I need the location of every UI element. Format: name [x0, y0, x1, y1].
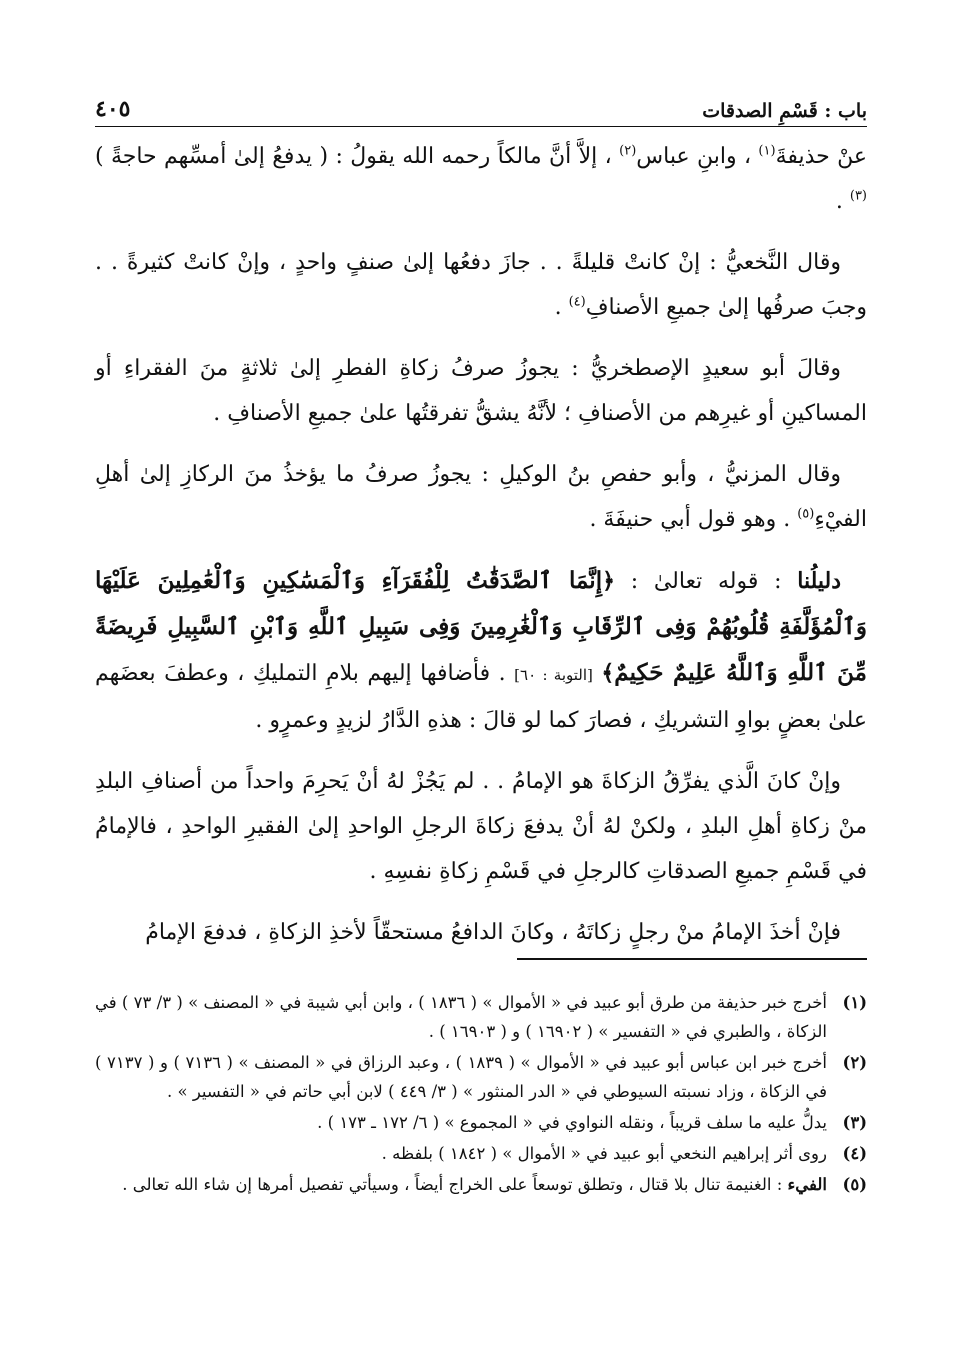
footnote-3 — [95, 1108, 867, 1137]
quran-verse: إِنَّمَا ٱلصَّدَقَٰتُ لِلْفُقَرَآءِ وَٱلْمَسَٰكِينِ وَٱلْعَٰمِلِينَ عَلَيْهَا وَٱلْمُؤَلَّفَةِ قُلُوبُهُمْ وَفِى ٱلرِّقَابِ وَٱلْغَٰرِمِينَ وَفِى سَبِيلِ ٱللَّهِ وَٱبْنِ ٱلسَّبِيلِ فَرِيضَةً مِّنَ ٱللَّهِ وَٱللَّهُ عَلِيمٌ حَكِيمٌ — [95, 567, 867, 686]
paragraph-5: دليلُنا : قوله تعالىٰ : ﴿إِنَّمَا ٱلصَّدَقَٰتُ لِلْفُقَرَآءِ وَٱلْمَسَٰكِينِ وَٱلْعَٰمِلِينَ عَلَيْهَا وَٱلْمُؤَلَّفَةِ قُلُوبُهُمْ وَفِى ٱلرِّقَابِ وَٱلْغَٰرِمِينَ وَفِى سَبِيلِ ٱللَّهِ وَٱبْنِ ٱلسَّبِيلِ فَرِيضَةً مِّنَ ٱللَّهِ وَٱللَّهُ عَلِيمٌ حَكِيمٌ﴾ [التوبة : ٦٠] . فأضافها إليهم بلامِ التمليكِ ، وعطفَ بعضَهم علىٰ بعضٍ بواوِ التشريكِ ، فصارَ كما لو قالَ : هذهِ الدَّارُ لزيدٍ وعمرٍو . — [95, 567, 867, 733]
main-text — [95, 134, 867, 971]
footnote-number: (٥) — [842, 1175, 867, 1194]
paragraph-3: وقالَ أبو سعيدٍ الإصطخريُّ : يجوزُ صرفُ زكاةِ الفطرِ إلىٰ ثلاثةٍ منَ الفقراءِ أو المساكينِ أو غيرِهم من الأصنافِ ؛ لأنَّهُ يشقُّ تفرقتُها علىٰ جميعِ الأصنافِ . — [95, 356, 867, 426]
footnote-text: يدلُّ عليه ما سلف قريباً ، ونقله النواوي في « المجموع » ( ٦/ ١٧٢ ـ ١٧٣ ) . — [317, 1113, 827, 1132]
running-title: باب : قَسْمِ الصدقات — [702, 100, 867, 122]
footnote-text: روى أثر إبراهيم النخعي أبو عبيد في « الأموال » ( ١٨٤٢ ) بلفظه . — [381, 1144, 827, 1163]
footnote-ref-4[interactable]: (٤) — [568, 294, 586, 310]
lead-word: دليلُنا — [797, 568, 841, 594]
footnote-ref-1[interactable]: (١) — [758, 143, 776, 159]
footnote-number: (٣) — [842, 1113, 867, 1132]
quran-close-brace: ﴾ — [601, 660, 615, 686]
footnote-2 — [95, 1048, 867, 1106]
paragraph-7: فإنْ أخذَ الإمامُ منْ رجلٍ زكاتَهُ ، وكانَ الدافعُ مستحقّاً لأخذِ الزكاةِ ، فدفعَ الإمامُ — [145, 920, 841, 945]
verse-reference: [التوبة : ٦٠] — [514, 666, 593, 684]
footnote-4 — [95, 1139, 867, 1168]
footnote-text: أخرج خبر حذيفة من طرق أبو عبيد في « الأموال » ( ١٨٣٦ ) ، وابن أبي شيبة في « المصنف » ( ٣/ ٧٣ ) في الزكاة ، والطبري في « التفسير » ( ١٦٩٠٢ ) و ( ١٦٩٠٣ ) . — [95, 993, 827, 1041]
page-number: ٤٠٥ — [95, 96, 131, 122]
running-header — [95, 88, 867, 127]
footnote-ref-5[interactable]: (٥) — [797, 506, 815, 522]
footnote-separator — [517, 958, 867, 960]
footnote-text: أخرج خبر ابن عباس أبو عبيد في « الأموال » ( ١٨٣٩ ) ، وعبد الرزاق في « المصنف » ( ٧١٣٦ ) و ( ٧١٣٧ ) في الزكاة ، وزاد نسبته السيوطي في « الدر المنثور » ( ٣/ ٤٤٩ ) لابن أبي حاتم في « التفسير » . — [95, 1053, 827, 1101]
paragraph-1: عنْ حذيفةَ$^{(١)}$ ، وابنِ عباس$^{(٢)}$ ، إلاَّ أنَّ مالكاً رحمه الله يقولُ : ( يدفعُ إلىٰ أمسِّهم حاجةً )$^{(٣)}$ . — [95, 143, 868, 214]
paragraph-4: وقال المزنيُّ ، وأبو حفصِ بنُ الوكيلِ : يجوزُ صرفُ ما يؤخذُ منَ الركازِ إلىٰ أهلِ الفيْءِ$^{(٥)}$ . وهو قول أبي حنيفَةَ . — [95, 462, 867, 532]
paragraph-2: وقال النَّخعيُّ : إنْ كانتْ قليلةً . . جازَ دفعُها إلىٰ صنفٍ واحدٍ ، وإنْ كانتْ كثيرةً . . وجبَ صرفُها إلىٰ جميعِ الأصنافِ$^{(٤)}$ . — [95, 250, 867, 320]
footnote-number: (٤) — [842, 1144, 867, 1163]
footnotes — [95, 988, 867, 1201]
footnote-ref-3[interactable]: (٣) — [849, 188, 867, 204]
footnote-text: الفيء : الغنيمة تنال بلا قتال ، وتطلق توسعاً على الخراج أيضاً ، وسيأتي تفصيل أمرها إن شاء الله تعالى . — [122, 1175, 827, 1194]
quran-open-brace: ﴿ — [602, 568, 615, 594]
footnote-1 — [95, 988, 867, 1046]
paragraph-6: وإنْ كانَ الَّذي يفرِّقُ الزكاةَ هو الإمامُ . . لم يَجُزْ لهُ أنْ يَحرِمَ واحداً من أصنافِ البلدِ منْ زكاةِ أهلِ البلدِ ، ولكنْ لهُ أنْ يدفعَ زكاةَ الرجلِ الواحدِ إلىٰ الفقيرِ الواحدِ ، فالإمامُ في قَسْمِ جميعِ الصدقاتِ كالرجلِ في قَسْمِ زكاةِ نفسِهِ . — [95, 769, 867, 884]
footnote-lead: الفيء — [787, 1175, 827, 1194]
footnote-ref-2[interactable]: (٢) — [619, 143, 637, 159]
footnote-number: (١) — [842, 993, 867, 1012]
footnote-number: (٢) — [842, 1053, 867, 1072]
footnote-5 — [95, 1170, 867, 1199]
